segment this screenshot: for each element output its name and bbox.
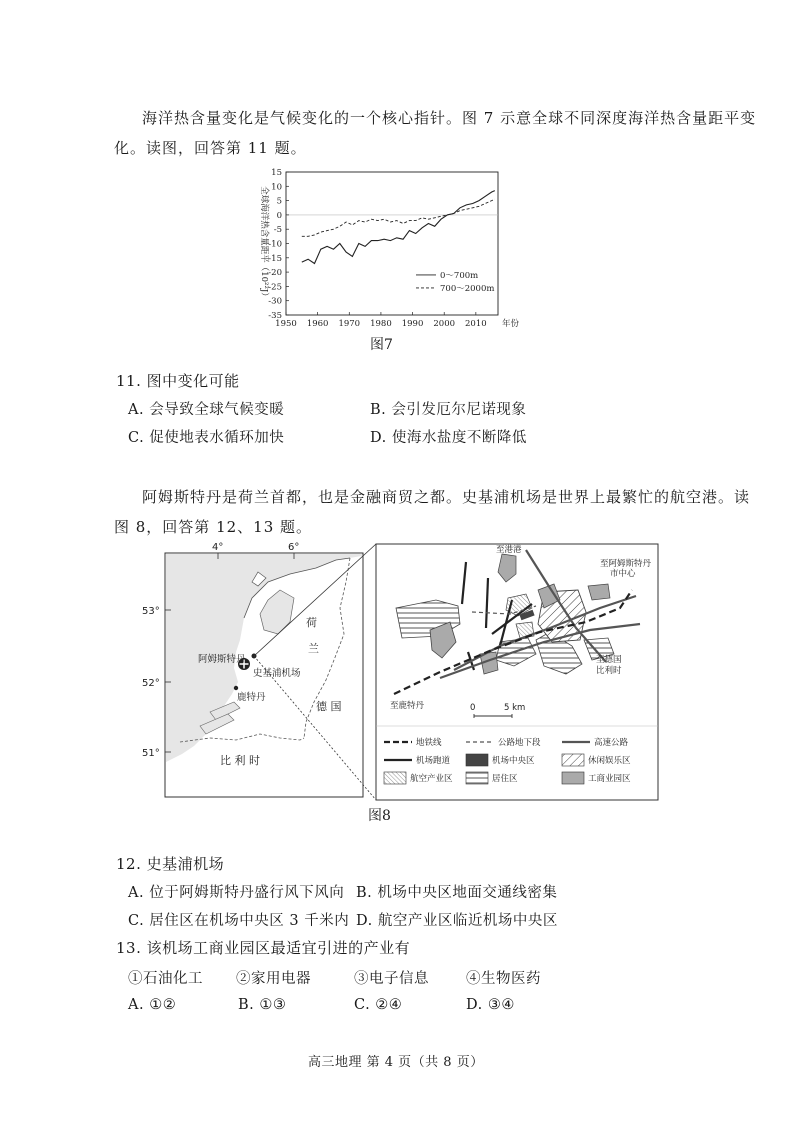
intro-paragraph-2-line-2: 图 8，回答第 12、13 题。 — [114, 518, 313, 536]
x-tick-label: 1960 — [306, 319, 329, 329]
q12-option-b[interactable]: B. 机场中央区地面交通线密集 — [356, 885, 558, 901]
q12-stem: 12. 史基浦机场 — [116, 855, 225, 873]
y-tick-label: -10 — [268, 239, 282, 250]
y-tick-label: 0 — [276, 210, 282, 221]
chart-series-group — [302, 191, 495, 264]
legend-leisure-symbol — [562, 754, 584, 766]
q13-item-3: ③电子信息 — [354, 971, 429, 987]
legend-industrial-symbol — [562, 772, 584, 784]
x-tick-label: 1980 — [370, 319, 392, 329]
y-tick-label: -20 — [268, 268, 282, 279]
y-tick-label: 5 — [276, 196, 282, 207]
y-tick-label: -15 — [268, 253, 282, 264]
q13-item-4: ④生物医药 — [466, 971, 541, 987]
intro-paragraph-2-line-1: 阿姆斯特丹是荷兰首都，也是金融商贸之都。史基浦机场是世界上最繁忙的航空港。读 — [142, 488, 751, 506]
y-tick-label: -5 — [273, 225, 282, 236]
lat-label-51: 51° — [142, 748, 160, 759]
x-axis-label: 年份 — [502, 319, 520, 329]
legend-central-label: 机场中央区 — [492, 756, 535, 766]
y-tick-label: 15 — [271, 168, 282, 178]
chart-axes — [259, 168, 520, 329]
industrial-zone — [588, 584, 610, 600]
legend-aviation-symbol — [384, 772, 406, 784]
airport-label: 史基浦机场 — [253, 668, 301, 679]
legend-highway-label: 高速公路 — [594, 738, 629, 748]
q13-stem: 13. 该机场工商业园区最适宜引进的产业有 — [116, 939, 411, 957]
q13-item-1: ①石油化工 — [128, 971, 203, 987]
legend-central-symbol — [466, 754, 488, 766]
hague-dot — [234, 686, 238, 690]
lat-label-53: 53° — [142, 606, 160, 617]
fig7-chart — [230, 165, 530, 335]
country-nl-char-1: 荷 — [306, 616, 317, 629]
q13-option-b[interactable]: B. ①③ — [238, 997, 287, 1013]
scale-zero-label: 0 — [470, 703, 476, 713]
fig8-caption: 图8 — [368, 808, 391, 824]
x-tick-label: 2000 — [433, 319, 456, 329]
legend-metro-label: 地铁线 — [416, 738, 442, 748]
q12-option-d[interactable]: D. 航空产业区临近机场中央区 — [356, 913, 558, 929]
hague-label: 鹿特丹 — [237, 692, 266, 703]
q13-item-2: ②家用电器 — [236, 971, 311, 987]
to-city-label-2: 市中心 — [610, 569, 636, 579]
lon-label-6: 6° — [288, 542, 300, 553]
q13-option-a[interactable]: A. ①② — [128, 997, 177, 1013]
intro-paragraph-1-line-1: 海洋热含量变化是气候变化的一个核心指针。图 7 示意全球不同深度海洋热含量距平变 — [142, 109, 757, 127]
legend-leisure-label: 休闲娱乐区 — [588, 756, 631, 766]
q11-option-b[interactable]: B. 会引发厄尔尼诺现象 — [370, 402, 527, 418]
legend-residential-symbol — [466, 772, 488, 784]
legend-aviation-label: 航空产业区 — [410, 774, 453, 784]
y-tick-label: -25 — [268, 282, 282, 293]
lat-label-52: 52° — [142, 678, 160, 689]
q11-option-d[interactable]: D. 使海水盐度不断降低 — [370, 430, 527, 446]
x-tick-label: 2010 — [465, 319, 487, 329]
to-germany-label-1: 至德国 — [596, 655, 622, 665]
legend-road-underground-label: 公路地下段 — [498, 738, 541, 748]
country-be-label: 比 利 时 — [220, 754, 260, 767]
page-footer: 高三地理 第 4 页（共 8 页） — [308, 1055, 484, 1070]
y-tick-label: 10 — [271, 182, 282, 193]
y-tick-label: -30 — [268, 296, 282, 307]
series-line-1 — [302, 191, 495, 264]
amsterdam-label: 阿姆斯特丹 — [198, 654, 246, 665]
to-port-label: 至港港 — [496, 545, 522, 555]
legend-industrial-label: 工商业园区 — [588, 774, 631, 784]
q12-option-a[interactable]: A. 位于阿姆斯特丹盛行风下风向 — [128, 885, 345, 901]
y-axis-label: 全球海洋热含量距平（10²²J） — [259, 186, 269, 301]
to-germany-label-2: 比利时 — [596, 666, 622, 676]
q11-option-c[interactable]: C. 促使地表水循环加快 — [128, 430, 285, 446]
to-city-label-1: 至阿姆斯特丹 — [600, 559, 652, 569]
q12-option-c[interactable]: C. 居住区在机场中央区 3 千米内 — [128, 913, 350, 929]
x-tick-label: 1950 — [275, 319, 297, 329]
x-tick-label: 1970 — [338, 319, 361, 329]
fig7-caption: 图7 — [370, 337, 393, 353]
scale-km-label: 5 km — [504, 703, 526, 713]
legend-residential-label: 居住区 — [492, 774, 518, 784]
country-nl-char-2: 兰 — [308, 642, 319, 655]
country-de-label: 德 国 — [316, 700, 342, 713]
legend-label-2: 700～2000m — [440, 283, 495, 294]
q11-option-a[interactable]: A. 会导致全球气候变暖 — [128, 402, 285, 418]
legend-label-1: 0～700m — [440, 270, 479, 281]
fig8-figure — [140, 542, 680, 802]
lon-label-4: 4° — [212, 542, 224, 553]
to-hague-label: 至鹿特丹 — [390, 701, 425, 711]
q11-stem: 11. 图中变化可能 — [116, 372, 240, 390]
chart-legend — [416, 271, 494, 294]
legend-runway-label: 机场跑道 — [416, 756, 451, 766]
x-tick-label: 1990 — [401, 319, 424, 329]
q13-option-d[interactable]: D. ③④ — [466, 997, 515, 1013]
intro-paragraph-1-line-2: 化。读图，回答第 11 题。 — [114, 139, 307, 157]
y-tick-label: -35 — [268, 311, 282, 321]
q13-option-c[interactable]: C. ②④ — [354, 997, 403, 1013]
